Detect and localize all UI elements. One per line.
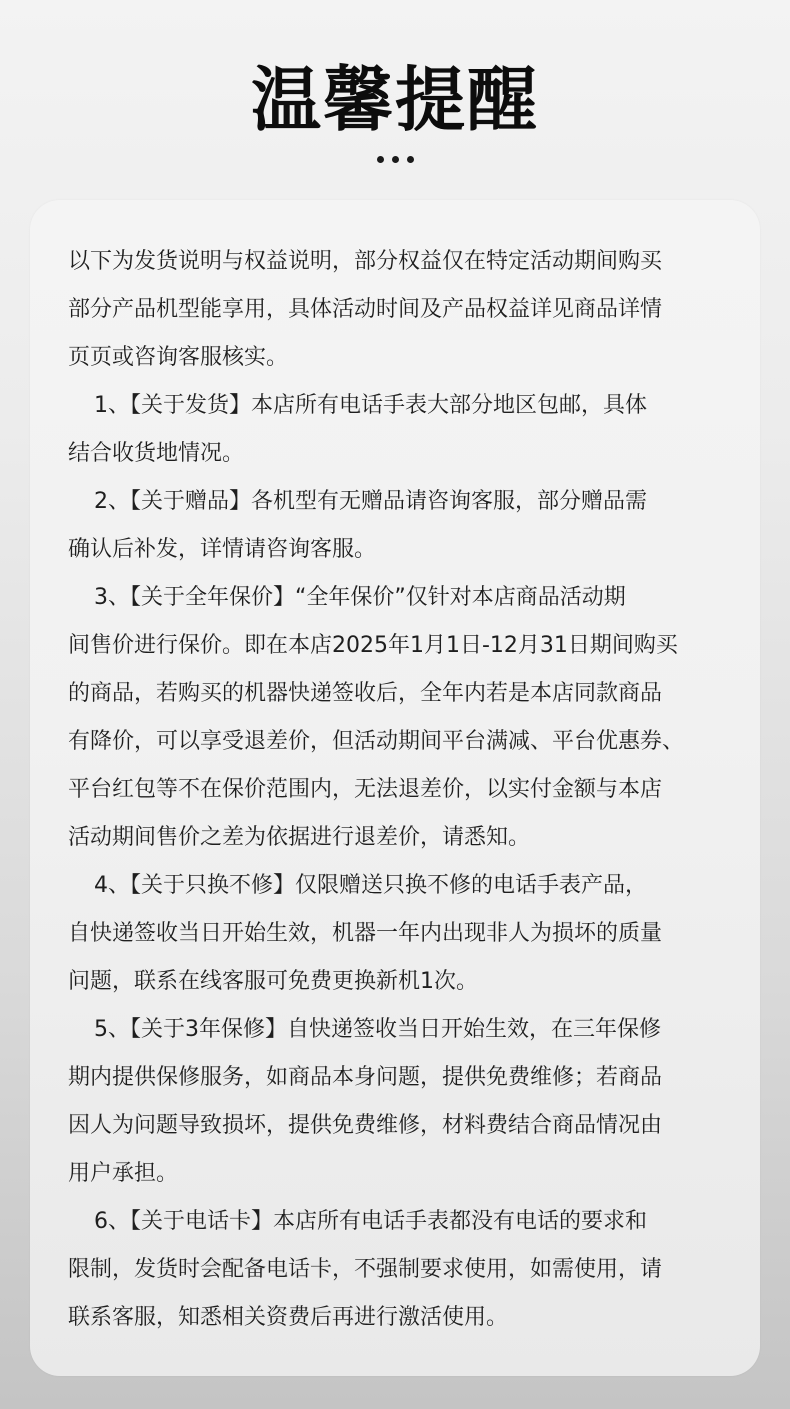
text-line: 确认后补发，详情请咨询客服。 <box>68 537 377 562</box>
text-line: 限制，发货时会配备电话卡，不强制要求使用，如需使用，请 <box>68 1257 663 1282</box>
text-line: 的商品，若购买的机器快递签收后，全年内若是本店同款商品 <box>68 681 663 706</box>
text-line: 用户承担。 <box>68 1161 179 1186</box>
text-line: 页页或咨询客服核实。 <box>68 345 289 370</box>
text-line: 间售价进行保价。即在本店2025年1月1日-12月31日期间购买 <box>68 633 678 658</box>
dot-icon <box>392 156 399 163</box>
text-line: 有降价，可以享受退差价，但活动期间平台满减、平台优惠券、 <box>68 729 685 754</box>
text-line: 部分产品机型能享用，具体活动时间及产品权益详见商品详情 <box>68 297 663 322</box>
text-line: 6、【关于电话卡】本店所有电话手表都没有电话的要求和 <box>94 1209 647 1234</box>
text-line: 4、【关于只换不修】仅限赠送只换不修的电话手表产品， <box>94 873 647 898</box>
notice-text <box>68 238 728 1342</box>
text-line: 结合收货地情况。 <box>68 441 245 466</box>
dot-icon <box>377 156 384 163</box>
text-line: 自快递签收当日开始生效，机器一年内出现非人为损坏的质量 <box>68 921 663 946</box>
text-line: 活动期间售价之差为依据进行退差价，请悉知。 <box>68 825 531 850</box>
text-line: 期内提供保修服务，如商品本身问题，提供免费维修；若商品 <box>68 1065 663 1090</box>
text-line: 1、【关于发货】本店所有电话手表大部分地区包邮，具体 <box>94 393 647 418</box>
text-line: 问题，联系在线客服可免费更换新机1次。 <box>68 969 478 994</box>
text-line: 5、【关于3年保修】自快递签收当日开始生效，在三年保修 <box>94 1017 661 1042</box>
text-line: 平台红包等不在保价范围内，无法退差价，以实付金额与本店 <box>68 777 663 802</box>
dot-icon <box>407 156 414 163</box>
text-line: 联系客服，知悉相关资费后再进行激活使用。 <box>68 1305 509 1330</box>
text-line: 因人为问题导致损坏，提供免费维修，材料费结合商品情况由 <box>68 1113 663 1138</box>
text-line: 3、【关于全年保价】“全年保价”仅针对本店商品活动期 <box>94 585 626 610</box>
page-title: 温馨提醒 <box>251 59 539 141</box>
text-line: 以下为发货说明与权益说明，部分权益仅在特定活动期间购买 <box>68 249 663 274</box>
text-line: 2、【关于赠品】各机型有无赠品请咨询客服，部分赠品需 <box>94 489 647 514</box>
title-dots-divider <box>0 156 790 163</box>
